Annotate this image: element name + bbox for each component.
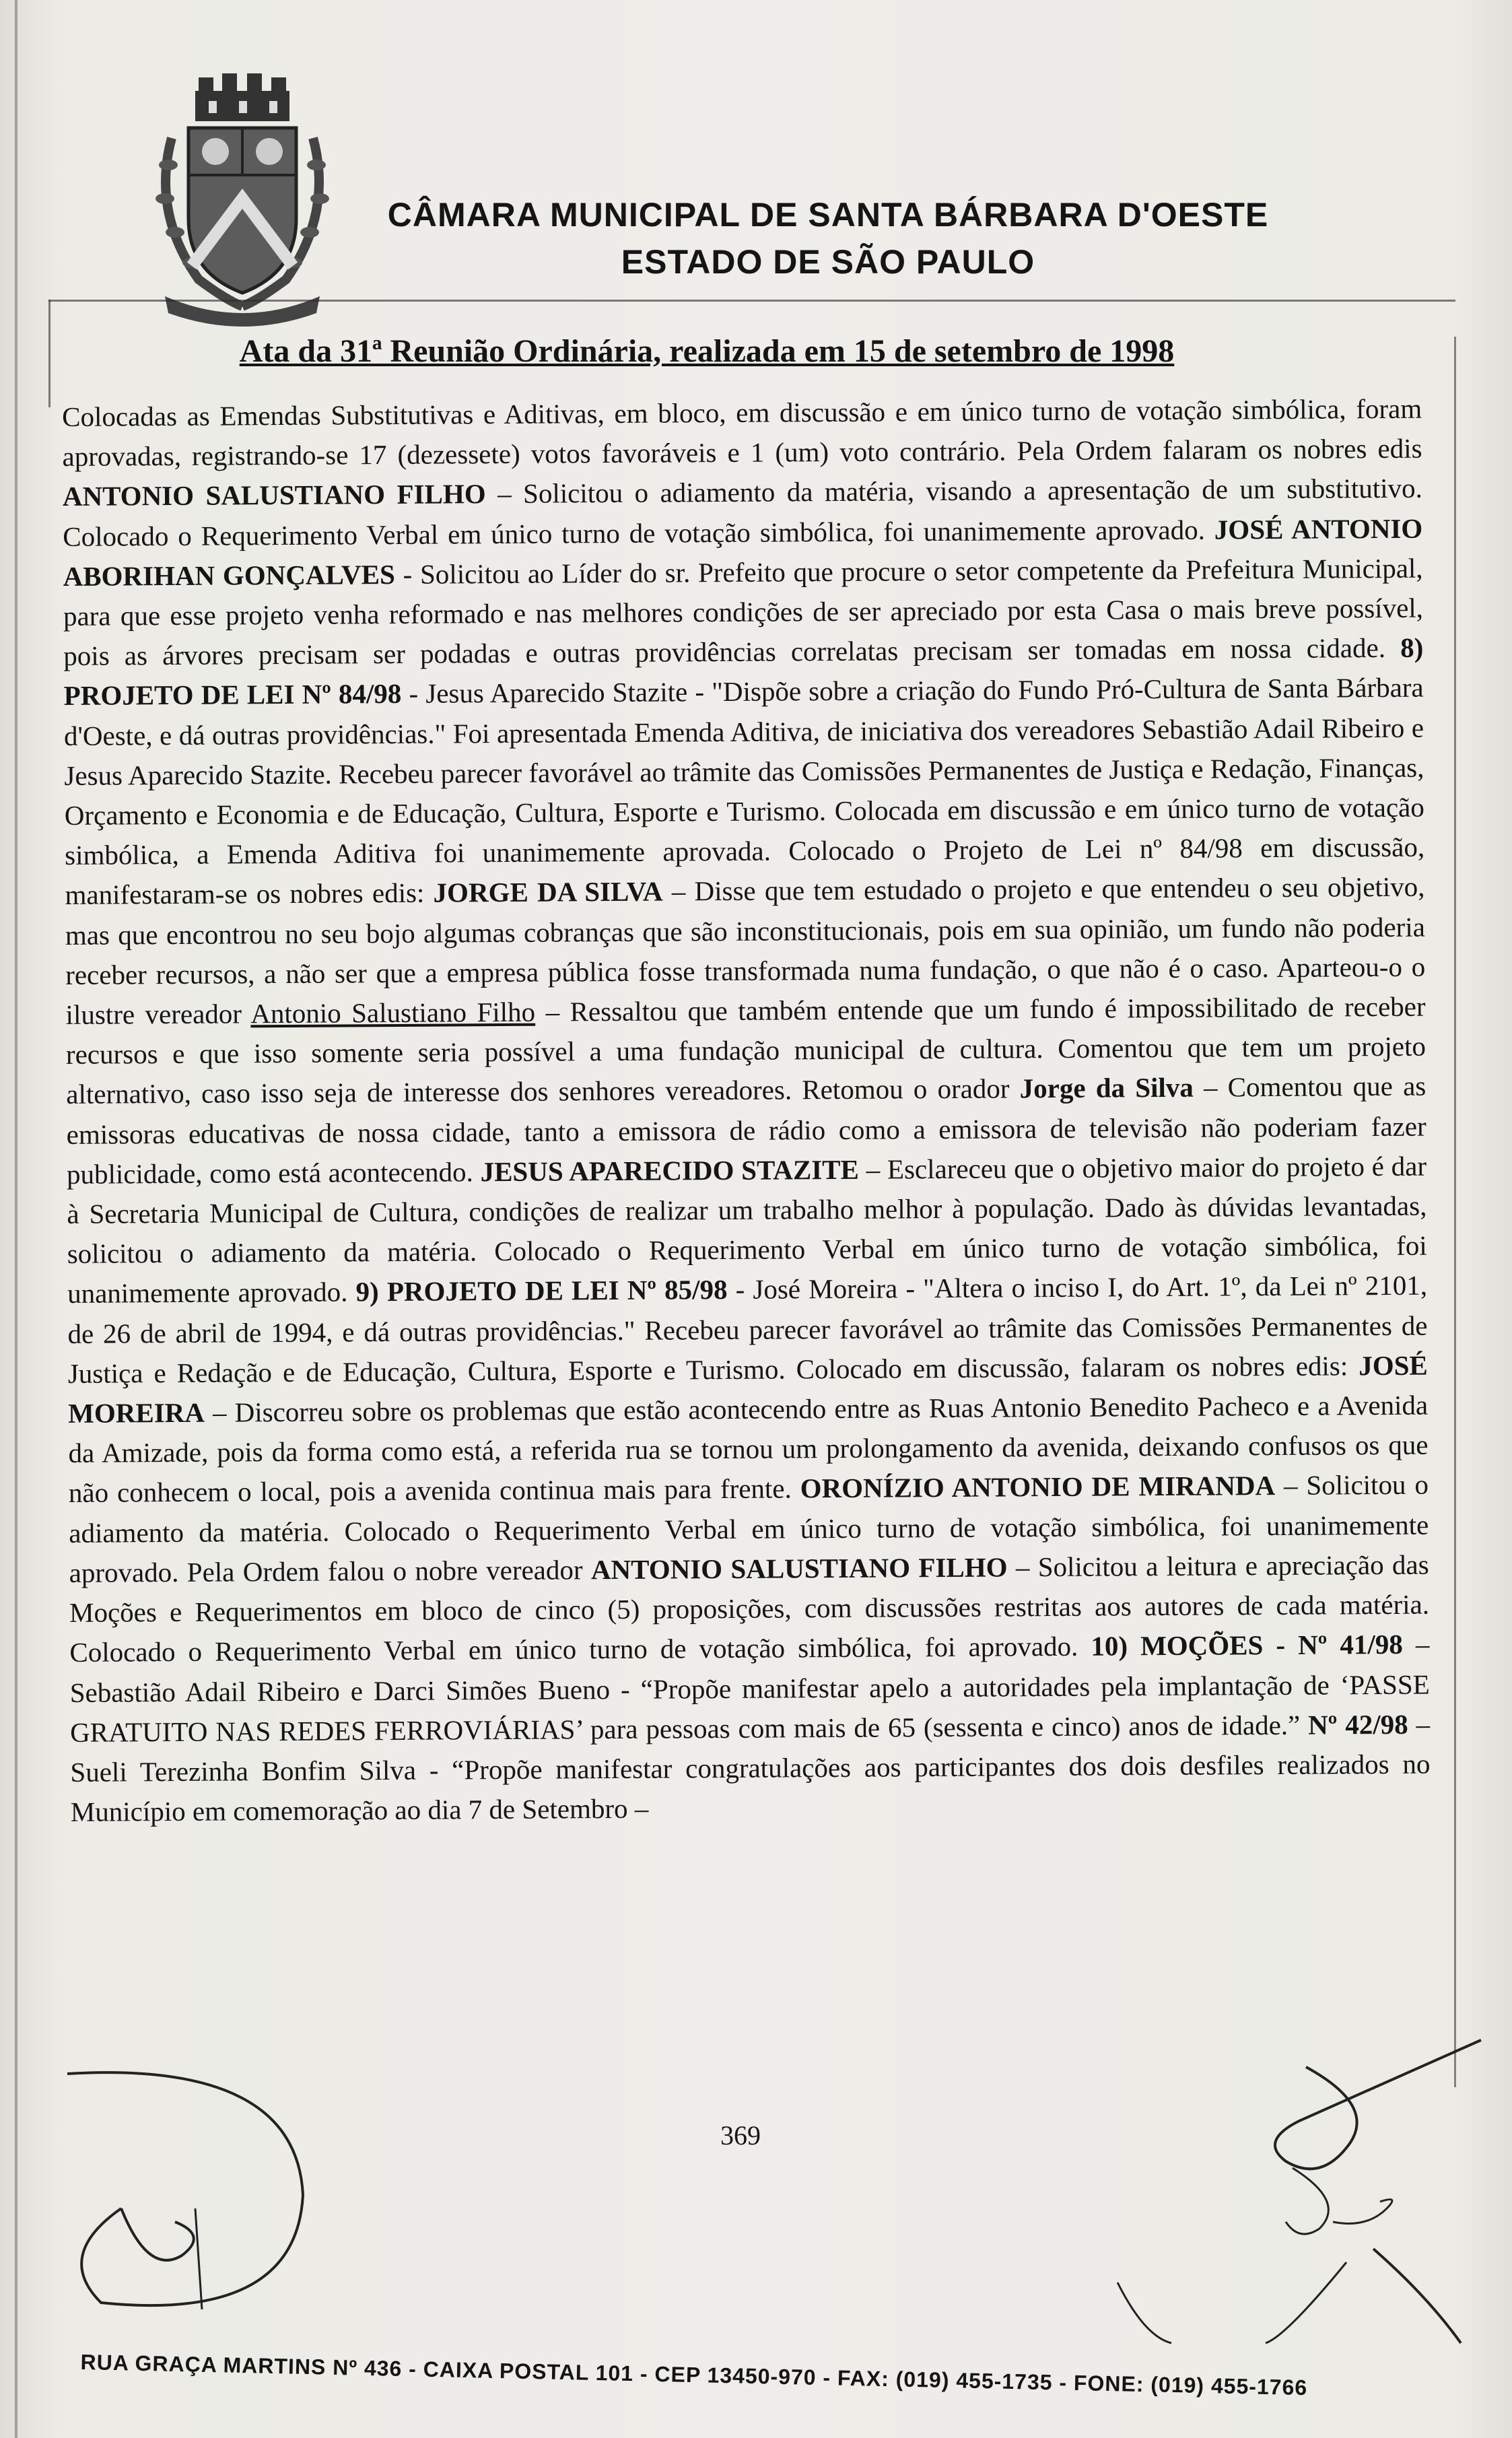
bold-run: JOSÉ ANTONIO ABORIHAN GONÇALVES bbox=[63, 512, 1423, 592]
header-state-name: ESTADO DE SÃO PAULO bbox=[621, 243, 1035, 281]
bold-run: ANTONIO SALUSTIANO FILHO bbox=[62, 478, 486, 512]
bold-run: ANTONIO SALUSTIANO FILHO bbox=[590, 1551, 1008, 1586]
signature-right bbox=[1064, 2027, 1494, 2350]
scan-edge bbox=[15, 0, 18, 2438]
bold-run: 10) MOÇÕES - Nº 41/98 bbox=[1091, 1629, 1403, 1662]
margin-rule-right bbox=[1454, 337, 1456, 2087]
text-run: Colocadas as Emendas Substitutivas e Aditivas, em bloco, em discussão e em único turno de votação simbólica, foram aprovadas, registrando-se 17 (dezessete) votos favoráveis e 1 (um) voto contrário. Pela Ordem falaram os nobres edis bbox=[62, 393, 1422, 473]
text-run: – Sebastião Adail Ribeiro e Darci Simões Bueno - “Propõe manifestar apelo a autoridades pela implantação de ‘PASSE GRATUITO NAS REDES FERROVIÁRIAS’ para pessoas com mais de 65 (sessenta e cinco) anos de idade.” bbox=[69, 1628, 1430, 1748]
text-run: – Comentou que as emissoras educativas de nossa cidade, tanto a emissora de rádio como a emissora de televisão não poderiam fazer publicidade, como está acontecendo. bbox=[66, 1071, 1427, 1190]
bold-run: Nº 42/98 bbox=[1308, 1708, 1408, 1740]
page-number: 369 bbox=[720, 2120, 761, 2151]
text-run: - Solicitou ao Líder do sr. Prefeito que procure o setor competente da Prefeitura Municipal, para que esse projeto venha reformado e nas melhores condições de ser apreciado por esta Casa o mais breve possível, pois as árvores precisam ser podadas e outras providências correlatas precisam ser tomadas em nossa cidade. bbox=[63, 552, 1424, 672]
margin-rule-left bbox=[48, 300, 50, 407]
minutes-paragraph bbox=[62, 389, 1431, 1833]
text-run: – Disse que tem estudado o projeto e que entendeu o seu objetivo, mas que encontrou no seu bojo algumas cobranças que são inconstitucionais, pois em sua opinião, um fundo não poderia receber recursos, a não ser que a empresa pública fosse transformada numa fundação, o que não é o caso. Aparteou-o o ilustre vereador bbox=[65, 871, 1426, 1031]
signature-left bbox=[40, 2054, 337, 2336]
text-run: – Solicitou a leitura e apreciação das Moções e Requerimentos em bloco de cinco (5) proposições, com discussões restritas aos autores de cada matéria. Colocado o Requerimento Verbal em único turno de votação simbólica, foi aprovado. bbox=[69, 1549, 1430, 1668]
bold-run: Jorge da Silva bbox=[1019, 1072, 1194, 1104]
text-run: - José Moreira - "Altera o inciso I, do Art. 1º, da Lei nº 2101, de 26 de abril de 1994, e dá outras providências." Recebeu parecer favorável ao trâmite das Comissões Permanentes de Justiça e Redação e de Educação, Cultura, Esporte e Turismo. Colocado em discussão, falaram os nobres edis: bbox=[67, 1270, 1428, 1389]
underlined-run: Antonio Salustiano Filho bbox=[250, 996, 536, 1029]
bold-run: 8) PROJETO DE LEI Nº 84/98 bbox=[63, 632, 1424, 712]
text-run: – Solicitou o adiamento da matéria, visando a apresentação de um substitutivo. Colocado o Requerimento Verbal em único turno de votação simbólica, foi unanimemente aprovado. bbox=[63, 473, 1423, 552]
minutes-body bbox=[62, 389, 1431, 1833]
text-run: – Discorreu sobre os problemas que estão acontecendo entre as Ruas Antonio Benedito Pacheco e a Avenida da Amizade, pois da forma como está, a referida rua se tornou um prolongamento da avenida, deixando confusos os que não conhecem o local, pois a avenida continua mais para frente. bbox=[68, 1389, 1429, 1509]
header-chamber-name: CÂMARA MUNICIPAL DE SANTA BÁRBARA D'OESTE bbox=[387, 196, 1269, 234]
text-run: - Jesus Aparecido Stazite - "Dispõe sobre a criação do Fundo Pró-Cultura de Santa Bárbara d'Oeste, e dá outras providências." Foi apresentada Emenda Aditiva, de iniciativa dos vereadores Sebastião Adail Ribeiro e Jesus Aparecido Stazite. Recebeu parecer favorável ao trâmite das Comissões Permanentes de Justiça e Redação, Finanças, Orçamento e Economia e de Educação, Cultura, Esporte e Turismo. Colocada em discussão e em único turno de votação simbólica, a Emenda Aditiva foi unanimemente aprovada. Colocado o Projeto de Lei nº 84/98 em discussão, manifestaram-se os nobres edis: bbox=[63, 672, 1425, 911]
text-run: – Ressaltou que também entende que um fundo é impossibilitado de receber recursos e que isso somente seria possível a uma fundação municipal de cultura. Comentou que tem um projeto alternativo, caso isso seja de interesse dos senhores vereadores. Retomou o orador bbox=[65, 990, 1427, 1110]
bold-run: JORGE DA SILVA bbox=[433, 875, 663, 909]
text-run: – Solicitou o adiamento da matéria. Colocado o Requerimento Verbal em único turno de votação simbólica, foi unanimemente aprovado. Pela Ordem falou o nobre vereador bbox=[69, 1469, 1429, 1588]
text-run: – Sueli Terezinha Bonfim Silva - “Propõe manifestar congratulações aos participantes dos dois desfiles realizados no Município em comemoração ao dia 7 de Setembro – bbox=[70, 1708, 1431, 1828]
header-rule bbox=[48, 300, 1455, 302]
bold-run: 9) PROJETO DE LEI Nº 85/98 bbox=[355, 1274, 728, 1308]
footer-address: RUA GRAÇA MARTINS Nº 436 - CAIXA POSTAL 101 - CEP 13450-970 - FAX: (019) 455-1735 - FONE: (019) 455-1766 bbox=[80, 2350, 1308, 2400]
text-run: – Esclareceu que o objetivo maior do projeto é dar à Secretaria Municipal de Cultura, condições de realizar um trabalho melhor à população. Dado às dúvidas levantadas, solicitou o adiamento da matéria. Colocado o Requerimento Verbal em único turno de votação simbólica, foi unanimemente aprovado. bbox=[67, 1150, 1427, 1310]
coat-of-arms-icon bbox=[145, 64, 340, 327]
bold-run: JESUS APARECIDO STAZITE bbox=[480, 1153, 860, 1188]
bold-run: ORONÍZIO ANTONIO DE MIRANDA bbox=[800, 1470, 1276, 1504]
minutes-title: Ata da 31ª Reunião Ordinária, realizada em 15 de setembro de 1998 bbox=[239, 333, 1175, 369]
bold-run: JOSÉ MOREIRA bbox=[68, 1349, 1428, 1429]
